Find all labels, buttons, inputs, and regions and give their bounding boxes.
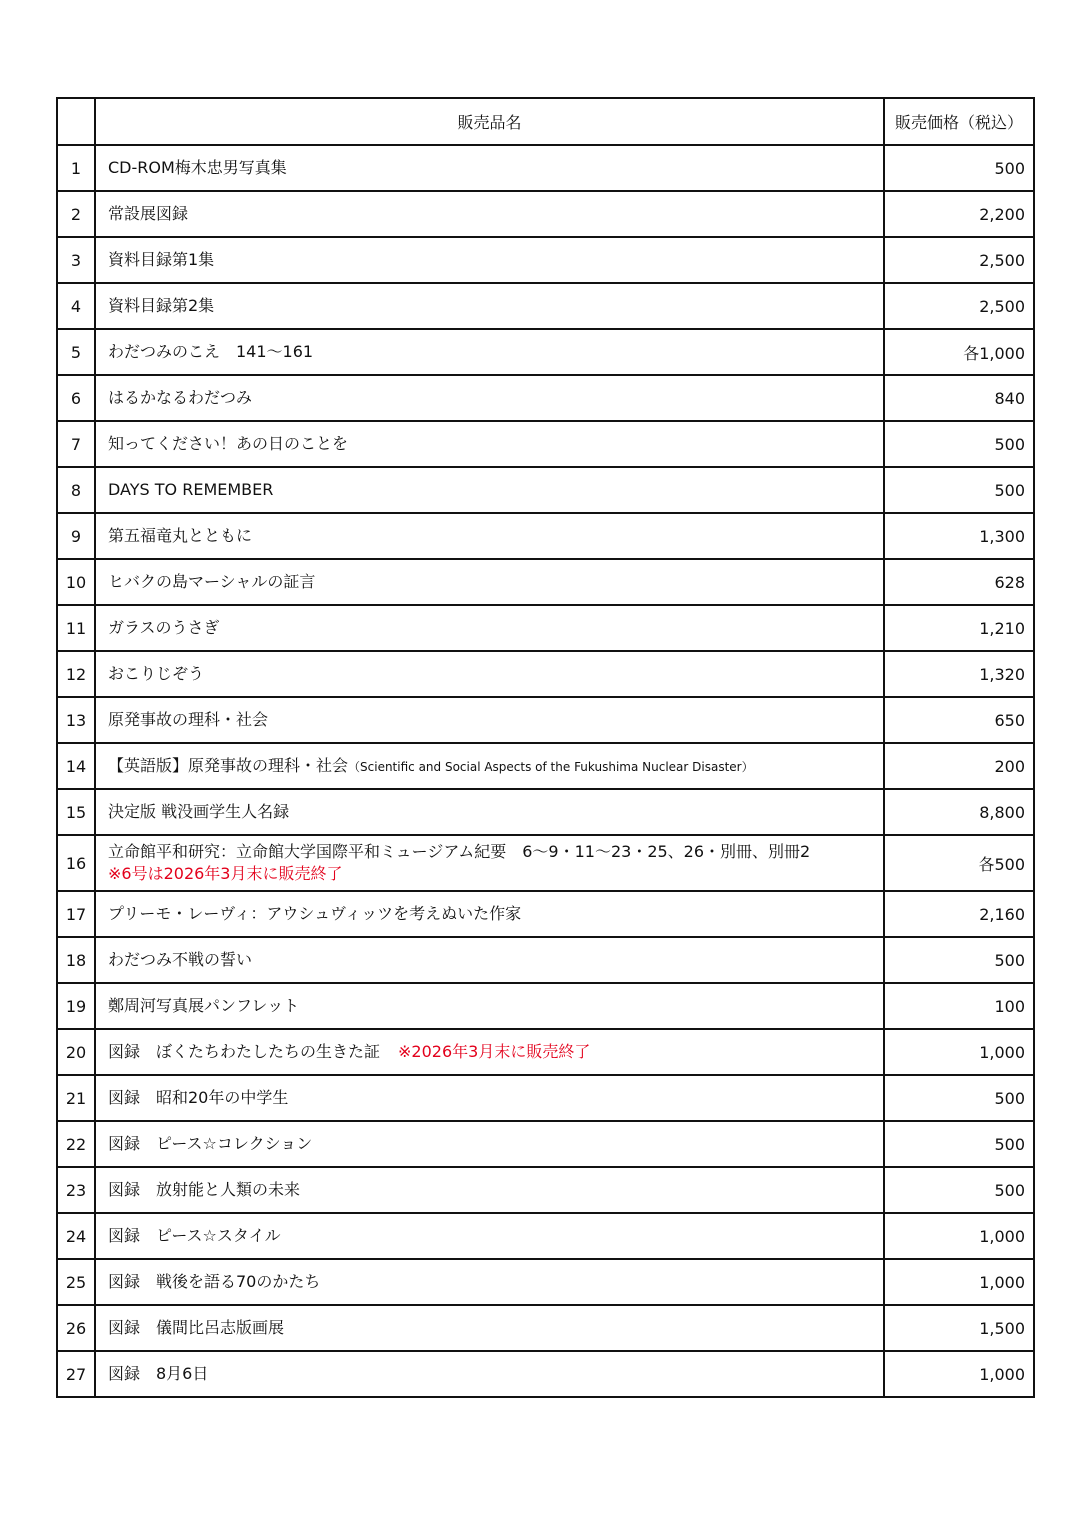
row-number: 26 bbox=[57, 1305, 95, 1351]
row-number: 4 bbox=[57, 283, 95, 329]
table-row bbox=[57, 1075, 1034, 1121]
row-number: 1 bbox=[57, 145, 95, 191]
row-number: 11 bbox=[57, 605, 95, 651]
row-price: 500 bbox=[884, 467, 1034, 513]
row-number: 8 bbox=[57, 467, 95, 513]
table-row bbox=[57, 559, 1034, 605]
row-item-name bbox=[95, 467, 884, 513]
item-name-text: 資料目録第1集 bbox=[108, 250, 215, 269]
table-row bbox=[57, 1213, 1034, 1259]
row-price: 1,000 bbox=[884, 1351, 1034, 1397]
item-name-text: 図録 8月6日 bbox=[108, 1364, 209, 1383]
row-price: 2,200 bbox=[884, 191, 1034, 237]
row-number: 2 bbox=[57, 191, 95, 237]
table-row bbox=[57, 283, 1034, 329]
table-row bbox=[57, 329, 1034, 375]
item-name-text: わだつみ不戦の誓い bbox=[108, 950, 253, 969]
table-row bbox=[57, 513, 1034, 559]
price-table bbox=[56, 97, 1035, 1398]
table-row bbox=[57, 983, 1034, 1029]
table-row bbox=[57, 891, 1034, 937]
row-item-name bbox=[95, 1121, 884, 1167]
table-row bbox=[57, 467, 1034, 513]
table-row bbox=[57, 1121, 1034, 1167]
row-item-name bbox=[95, 237, 884, 283]
row-price: 500 bbox=[884, 145, 1034, 191]
table-row bbox=[57, 375, 1034, 421]
row-number: 3 bbox=[57, 237, 95, 283]
row-price: 1,300 bbox=[884, 513, 1034, 559]
row-item-name bbox=[95, 789, 884, 835]
row-item-name bbox=[95, 1075, 884, 1121]
table-row bbox=[57, 937, 1034, 983]
row-item-name bbox=[95, 1213, 884, 1259]
header-no bbox=[57, 98, 95, 145]
row-number: 18 bbox=[57, 937, 95, 983]
row-number: 20 bbox=[57, 1029, 95, 1075]
row-price: 840 bbox=[884, 375, 1034, 421]
row-number: 25 bbox=[57, 1259, 95, 1305]
row-number: 23 bbox=[57, 1167, 95, 1213]
row-item-name bbox=[95, 191, 884, 237]
row-number: 12 bbox=[57, 651, 95, 697]
table-row bbox=[57, 1305, 1034, 1351]
row-price: 2,500 bbox=[884, 237, 1034, 283]
row-price: 500 bbox=[884, 1075, 1034, 1121]
row-price: 1,320 bbox=[884, 651, 1034, 697]
sales-end-note: ※6号は2026年3月末に販売終了 bbox=[108, 864, 343, 883]
row-number: 24 bbox=[57, 1213, 95, 1259]
row-price: 1,210 bbox=[884, 605, 1034, 651]
row-number: 10 bbox=[57, 559, 95, 605]
row-number: 17 bbox=[57, 891, 95, 937]
row-number: 13 bbox=[57, 697, 95, 743]
table-row bbox=[57, 789, 1034, 835]
item-name-text: おこりじぞう bbox=[108, 664, 205, 683]
row-number: 21 bbox=[57, 1075, 95, 1121]
row-number: 14 bbox=[57, 743, 95, 789]
table-row bbox=[57, 697, 1034, 743]
row-item-name bbox=[95, 421, 884, 467]
row-price: 500 bbox=[884, 421, 1034, 467]
item-name-text: わだつみのこえ 141〜161 bbox=[108, 342, 314, 361]
row-item-name bbox=[95, 651, 884, 697]
table-row bbox=[57, 237, 1034, 283]
row-item-name bbox=[95, 1305, 884, 1351]
row-item-name bbox=[95, 983, 884, 1029]
table-row bbox=[57, 145, 1034, 191]
row-number: 9 bbox=[57, 513, 95, 559]
table-row bbox=[57, 1351, 1034, 1397]
row-item-name bbox=[95, 1167, 884, 1213]
item-name-text: 図録 ピース☆コレクション bbox=[108, 1134, 313, 1153]
table-row bbox=[57, 743, 1034, 789]
item-name-text: 決定版 戦没画学生人名録 bbox=[108, 802, 290, 821]
row-number: 15 bbox=[57, 789, 95, 835]
item-name-text: 図録 放射能と人類の未来 bbox=[108, 1180, 301, 1199]
header-price: 販売価格（税込） bbox=[884, 98, 1034, 145]
table-row bbox=[57, 835, 1034, 891]
item-name-text: 図録 儀間比呂志版画展 bbox=[108, 1318, 285, 1337]
item-name-text: 立命館平和研究：立命館大学国際平和ミュージアム紀要 6〜9・11〜23・25、26・別冊、別冊2 bbox=[108, 842, 811, 861]
row-price: 1,000 bbox=[884, 1259, 1034, 1305]
row-item-name bbox=[95, 559, 884, 605]
row-item-name bbox=[95, 513, 884, 559]
item-name-text: プリーモ・レーヴィ：アウシュヴィッツを考えぬいた作家 bbox=[108, 904, 522, 923]
row-price: 650 bbox=[884, 697, 1034, 743]
sales-end-note: ※2026年3月末に販売終了 bbox=[398, 1042, 591, 1061]
row-item-name bbox=[95, 697, 884, 743]
item-name-text: 第五福竜丸とともに bbox=[108, 526, 253, 545]
table-row bbox=[57, 421, 1034, 467]
table-row bbox=[57, 1029, 1034, 1075]
row-price: 2,500 bbox=[884, 283, 1034, 329]
row-item-name bbox=[95, 1259, 884, 1305]
row-price: 8,800 bbox=[884, 789, 1034, 835]
row-item-name bbox=[95, 283, 884, 329]
item-name-subtitle: （Scientific and Social Aspects of the Fukushima Nuclear Disaster） bbox=[348, 759, 754, 774]
item-name-text: 資料目録第2集 bbox=[108, 296, 215, 315]
table-row bbox=[57, 1259, 1034, 1305]
item-name-text: DAYS TO REMEMBER bbox=[108, 480, 274, 499]
item-name-text: 図録 戦後を語る70のかたち bbox=[108, 1272, 321, 1291]
row-price: 1,000 bbox=[884, 1029, 1034, 1075]
item-name-text: 鄭周河写真展パンフレット bbox=[108, 996, 300, 1015]
header-row bbox=[57, 98, 1034, 145]
table-row bbox=[57, 1167, 1034, 1213]
row-price: 500 bbox=[884, 1121, 1034, 1167]
row-item-name bbox=[95, 145, 884, 191]
row-item-name bbox=[95, 375, 884, 421]
row-number: 19 bbox=[57, 983, 95, 1029]
row-price: 各500 bbox=[884, 835, 1034, 891]
row-number: 5 bbox=[57, 329, 95, 375]
row-item-name bbox=[95, 1351, 884, 1397]
row-price: 1,000 bbox=[884, 1213, 1034, 1259]
item-name-text: ヒバクの島マーシャルの証言 bbox=[108, 572, 316, 591]
row-price: 100 bbox=[884, 983, 1034, 1029]
row-price: 1,500 bbox=[884, 1305, 1034, 1351]
row-price: 2,160 bbox=[884, 891, 1034, 937]
header-name: 販売品名 bbox=[95, 98, 884, 145]
row-number: 16 bbox=[57, 835, 95, 891]
row-number: 6 bbox=[57, 375, 95, 421]
table-row bbox=[57, 191, 1034, 237]
table-row bbox=[57, 605, 1034, 651]
item-name-text: 【英語版】原発事故の理科・社会 bbox=[108, 755, 349, 775]
item-name-text: 図録 昭和20年の中学生 bbox=[108, 1088, 289, 1107]
row-price: 各1,000 bbox=[884, 329, 1034, 375]
row-item-name bbox=[95, 1029, 884, 1075]
row-price: 500 bbox=[884, 937, 1034, 983]
item-name-text: 知ってください！あの日のことを bbox=[108, 434, 349, 453]
row-number: 22 bbox=[57, 1121, 95, 1167]
item-name-text: 図録 ピース☆スタイル bbox=[108, 1226, 281, 1245]
row-item-name bbox=[95, 743, 884, 789]
item-name-text: 常設展図録 bbox=[108, 204, 189, 223]
row-item-name bbox=[95, 329, 884, 375]
row-number: 27 bbox=[57, 1351, 95, 1397]
row-price: 500 bbox=[884, 1167, 1034, 1213]
item-name-text: はるかなるわだつみ bbox=[108, 388, 253, 407]
table-row bbox=[57, 651, 1034, 697]
row-item-name bbox=[95, 937, 884, 983]
row-number: 7 bbox=[57, 421, 95, 467]
row-price: 200 bbox=[884, 743, 1034, 789]
item-name-text: CD-ROM梅木忠男写真集 bbox=[108, 158, 287, 177]
item-name-text: 原発事故の理科・社会 bbox=[108, 710, 269, 729]
row-item-name bbox=[95, 835, 884, 891]
item-name-text: ガラスのうさぎ bbox=[108, 618, 220, 637]
item-name-text: 図録 ぼくたちわたしたちの生きた証 bbox=[108, 1042, 381, 1061]
row-item-name bbox=[95, 891, 884, 937]
row-price: 628 bbox=[884, 559, 1034, 605]
row-item-name bbox=[95, 605, 884, 651]
